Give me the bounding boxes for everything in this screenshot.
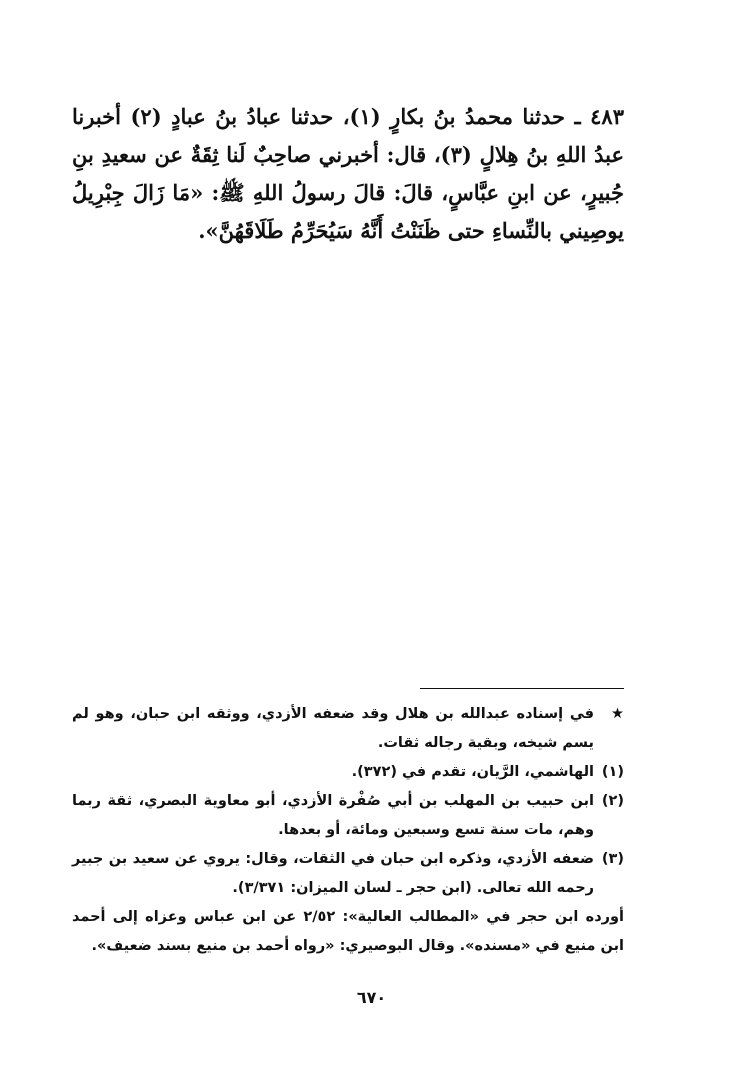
footnotes (72, 700, 624, 961)
footnote-source (72, 903, 624, 961)
footnote-marker: ★ (611, 706, 624, 722)
footnote-marker: (٢) (601, 793, 624, 809)
footnote-text: ابن حبيب بن المهلب بن أبي صُفْرة الأزدي، أبو معاوية البصري، ثقة ربما وهم، مات سنة تسع وسبعين ومائة، أو بعدها. (72, 793, 594, 838)
footnote-3 (72, 845, 624, 903)
footnote-marker: (١) (601, 764, 624, 780)
page-number: ٦٧٠ (356, 988, 387, 1007)
hadith-body (72, 98, 624, 250)
hadith-text: ٤٨٣ ـ حدثنا محمدُ بنُ بكارٍ (١)، حدثنا عبادُ بنُ عبادٍ (٢) أخبرنا عبدُ اللهِ بنُ هِلالٍ (٣)، قال: أخبرني صاحِبٌ لَنا ثِقَةٌ عن سعيدِ بنِ جُبيرٍ، عن ابنِ عبَّاسٍ، قالَ: قالَ رسولُ اللهِ ﷺ: «مَا زَالَ جِبْرِيلُ يوصِيني بالنِّساءِ حتى ظَنَنْتُ أَنَّهُ سَيُحَرِّمُ طَلَاقَهُنَّ». (72, 104, 624, 243)
footnote-text: أورده ابن حجر في «المطالب العالية»: ٢/٥٢ عن ابن عباس وعزاه إلى أحمد ابن منيع في «مسنده». وقال البوصيري: «رواه أحمد بن منيع بسند ضعيف». (72, 909, 624, 954)
footnote-text: ضعفه الأزدي، وذكره ابن حبان في الثقات، وقال: يروي عن سعيد بن جبير رحمه الله تعالى. (ابن حجر ـ لسان الميزان: ٣/٣٧١). (72, 851, 594, 896)
footnote-1 (72, 758, 624, 787)
footnote-2 (72, 787, 624, 845)
footnote-takhrij (72, 700, 624, 758)
footnote-text: الهاشمي، الرَّيان، تقدم في (٣٧٢). (351, 764, 594, 780)
footnote-marker: (٣) (601, 851, 624, 867)
footnote-separator (420, 688, 624, 689)
footnote-text: في إسناده عبدالله بن هلال وقد ضعفه الأزدي، ووثقه ابن حبان، وهو لم يسم شيخه، وبقية رجاله ثقات. (72, 706, 594, 751)
